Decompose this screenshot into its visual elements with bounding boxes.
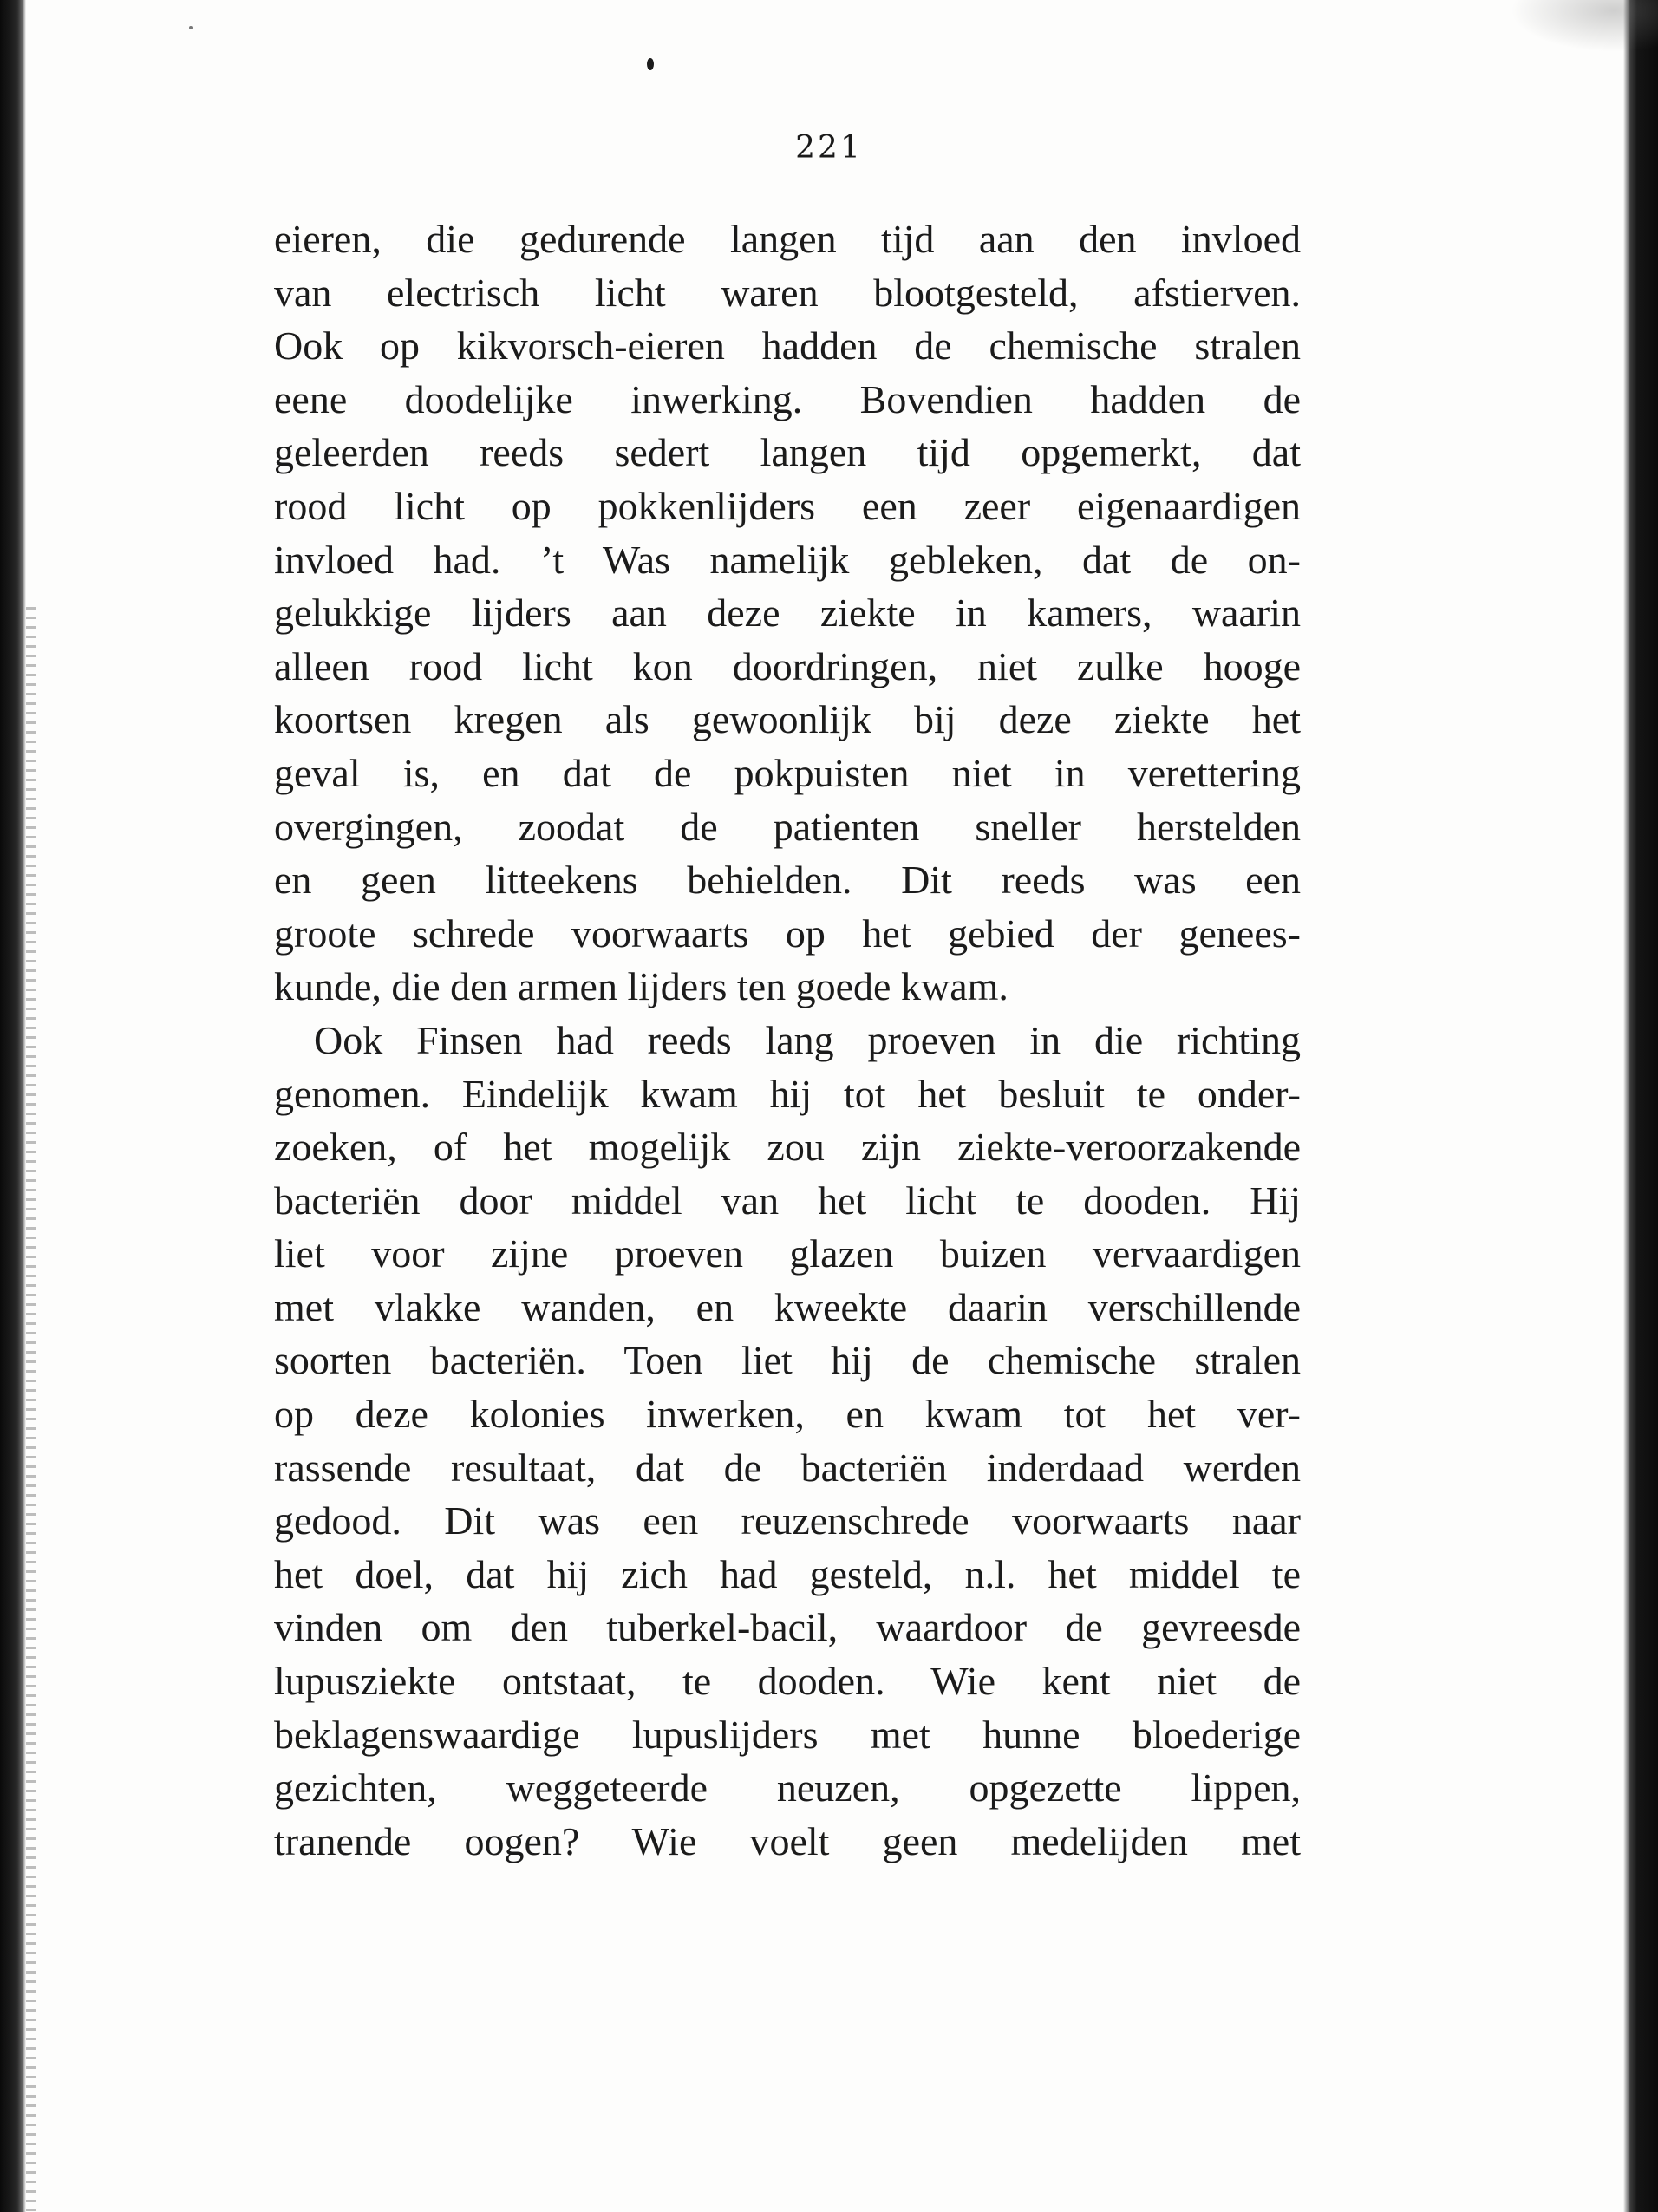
page-number: 221 <box>795 130 863 166</box>
text-line: zoeken, of het mogelijk zou zijn ziekte-veroorzakende <box>274 1125 1301 1170</box>
dust-speck <box>189 26 193 29</box>
text-line: geleerden reeds sedert langen tijd opgemerkt, dat <box>274 430 1301 475</box>
text-line: eieren, die gedurende langen tijd aan den invloed <box>274 217 1301 261</box>
text-line: tranende oogen? Wie voelt geen medelijden met <box>274 1818 1301 1863</box>
text-line: vinden om den tuberkel-bacil, waardoor de gevreesde <box>274 1605 1301 1650</box>
left-edge-artifact <box>26 607 36 2211</box>
text-line: Ook op kikvorsch-eieren hadden de chemische stralen <box>274 323 1301 369</box>
text-line: met vlakke wanden, en kweekte daarin verschillende <box>274 1284 1301 1329</box>
ink-speck <box>647 58 654 70</box>
text-line: lupusziekte ontstaat, te dooden. Wie kent niet de <box>274 1659 1301 1704</box>
right-edge-shadow <box>1623 0 1658 2212</box>
text-line: beklagenswaardige lupuslijders met hunne bloederige <box>274 1712 1301 1757</box>
text-line: geval is, en dat de pokpuisten niet in verettering <box>274 750 1301 795</box>
text-line: gelukkige lijders aan deze ziekte in kamers, waarin <box>274 591 1301 636</box>
body-text <box>274 212 1301 1868</box>
text-line: alleen rood licht kon doordringen, niet zulke hooge <box>274 643 1301 688</box>
left-binding-shadow <box>0 0 26 2212</box>
text-line: het doel, dat hij zich had gesteld, n.l. het middel te <box>274 1551 1301 1596</box>
text-line: gedood. Dit was een reuzenschrede voorwaarts naar <box>274 1498 1301 1543</box>
text-line: bacteriën door middel van het licht te dooden. Hij <box>274 1178 1301 1223</box>
text-line: eene doodelijke inwerking. Bovendien hadden de <box>274 376 1301 421</box>
text-line: Ook Finsen had reeds lang proeven in die richting <box>314 1017 1301 1062</box>
text-line: overgingen, zoodat de patienten sneller herstelden <box>274 804 1301 849</box>
text-line: gezichten, weggeteerde neuzen, opgezette lippen, <box>274 1765 1301 1811</box>
text-line: kunde, die den armen lijders ten goede kwam. <box>274 964 1009 1009</box>
text-line: van electrisch licht waren blootgesteld, afstierven. <box>274 270 1301 315</box>
text-line: liet voor zijne proeven glazen buizen vervaardigen <box>274 1231 1301 1276</box>
text-line: invloed had. ’t Was namelijk gebleken, dat de on- <box>274 537 1301 582</box>
text-line: groote schrede voorwaarts op het gebied der genees- <box>274 910 1301 956</box>
text-line: op deze kolonies inwerken, en kwam tot het ver- <box>274 1392 1301 1437</box>
text-line: rood licht op pokkenlijders een zeer eigenaardigen <box>274 483 1301 528</box>
corner-smudge <box>1511 0 1658 52</box>
text-line: soorten bacteriën. Toen liet hij de chemische stralen <box>274 1338 1301 1383</box>
text-line: koortsen kregen als gewoonlijk bij deze ziekte het <box>274 697 1301 742</box>
text-line: genomen. Eindelijk kwam hij tot het besluit te onder- <box>274 1071 1301 1116</box>
text-line: en geen litteekens behielden. Dit reeds was een <box>274 858 1301 903</box>
text-line: rassende resultaat, dat de bacteriën inderdaad werden <box>274 1445 1301 1490</box>
